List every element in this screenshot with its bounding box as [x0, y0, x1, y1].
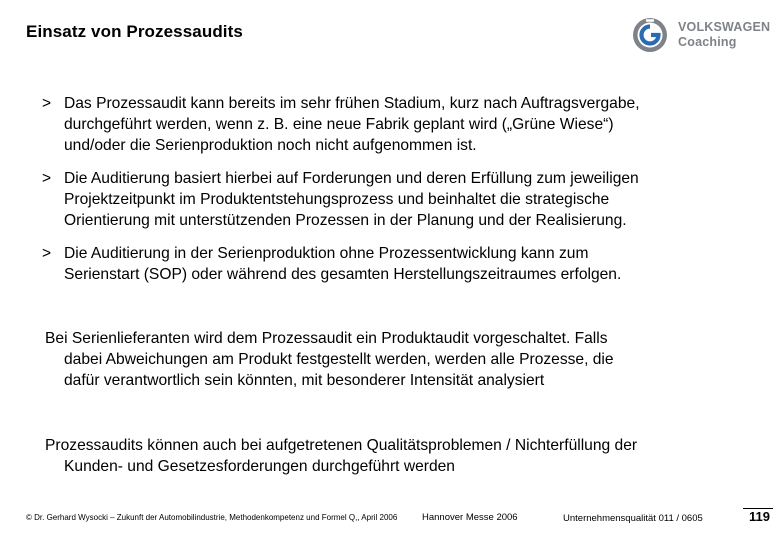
paragraph-line: dafür verantwortlich sein könnten, mit besonderer Intensität analysiert — [64, 372, 545, 389]
bullet-line: Das Prozessaudit kann bereits im sehr frühen Stadium, kurz nach Auftragsvergabe, — [64, 95, 640, 112]
footer-event: Hannover Messe 2006 — [422, 512, 518, 523]
bullet-marker: > — [42, 170, 52, 187]
footer — [0, 509, 780, 540]
footer-topic: Unternehmensqualität 011 / 0605 — [563, 513, 703, 524]
logo-subtitle-text: Coaching — [678, 35, 737, 49]
page-number: 119 — [749, 509, 770, 524]
vw-coaching-logo-icon — [632, 17, 668, 53]
bullet-list — [42, 93, 772, 297]
bullet-line: Projektzeitpunkt im Produktentstehungsprozess und beinhaltet die strategische — [64, 191, 610, 208]
bullet-marker: > — [42, 245, 52, 262]
bullet-marker: > — [42, 95, 52, 112]
bullet-item — [42, 93, 772, 156]
paragraph-line: Bei Serienlieferanten wird dem Prozessaudit ein Produktaudit vorgeschaltet. Falls — [45, 330, 608, 347]
page-title: Einsatz von Prozessaudits — [26, 22, 243, 41]
footer-copyright: © Dr. Gerhard Wysocki – Zukunft der Automobilindustrie, Methodenkompetenz und Formel Q,, April 2006 — [26, 513, 398, 522]
bullet-line: Die Auditierung basiert hierbei auf Forderungen und deren Erfüllung zum jeweiligen — [64, 170, 639, 187]
bullet-item — [42, 168, 772, 231]
paragraph-serial-suppliers — [45, 328, 755, 391]
paragraph-line: dabei Abweichungen am Produkt festgestellt werden, werden alle Prozesse, die — [64, 351, 614, 368]
bullet-line: Serienstart (SOP) oder während des gesamten Herstellungszeitraumes erfolgen. — [64, 266, 622, 283]
bullet-item — [42, 243, 772, 285]
bullet-line: durchgeführt werden, wenn z. B. eine neue Fabrik geplant wird („Grüne Wiese“) — [64, 116, 614, 133]
paragraph-quality-problems — [45, 435, 755, 477]
bullet-line: und/oder die Serienproduktion noch nicht aufgenommen ist. — [64, 137, 477, 154]
logo-brand-text: VOLKSWAGEN — [678, 20, 771, 34]
bullet-line: Die Auditierung in der Serienproduktion ohne Prozessentwicklung kann zum — [64, 245, 589, 262]
paragraph-line: Prozessaudits können auch bei aufgetretenen Qualitätsproblemen / Nichterfüllung der — [45, 437, 638, 454]
paragraph-line: Kunden- und Gesetzesforderungen durchgeführt werden — [64, 458, 455, 475]
vw-coaching-logo — [632, 17, 771, 53]
bullet-line: Orientierung mit unterstützenden Prozessen in der Planung und der Realisierung. — [64, 212, 627, 229]
